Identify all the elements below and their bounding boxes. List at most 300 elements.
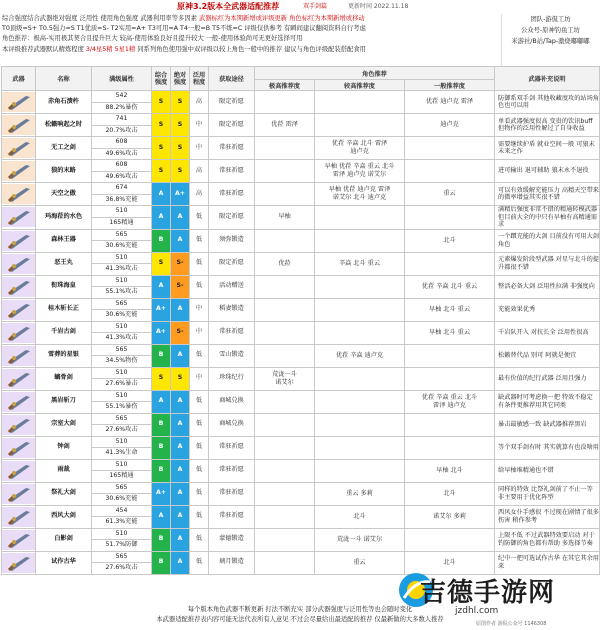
weapon-substat: 27.6%攻击 — [92, 563, 152, 575]
weapon-source: 常驻祈愿 — [209, 482, 255, 505]
roles-mid — [315, 206, 405, 230]
absolute-grade: A — [171, 551, 190, 574]
claymore-icon — [2, 138, 35, 158]
title-bar — [0, 0, 600, 13]
weapon-substat: 55.1%攻击 — [92, 287, 152, 299]
claymore-icon — [2, 415, 35, 435]
header-absolute: 绝对强度 — [171, 67, 190, 91]
table-row — [2, 183, 600, 195]
weapon-name: 桂木斩长正 — [36, 298, 92, 321]
weapon-atk: 608 — [92, 160, 152, 172]
claymore-icon — [2, 369, 35, 389]
weapon-icon-cell — [2, 344, 36, 367]
roles-high — [255, 413, 315, 436]
overall-grade: A+ — [152, 482, 171, 505]
table-row — [2, 413, 600, 425]
roles-normal: 早柚 北斗 重云 — [405, 298, 495, 321]
roles-normal: 优菈 迪卢克 雷泽 — [405, 91, 495, 114]
claymore-icon — [2, 323, 35, 343]
weapon-source: 珍珠纪行 — [209, 367, 255, 390]
roles-high — [255, 321, 315, 344]
weapon-icon-cell — [2, 91, 36, 114]
table-row — [2, 275, 600, 287]
roles-high — [255, 551, 315, 574]
header-roles: 角色推荐 — [255, 67, 495, 80]
roles-mid — [315, 91, 405, 114]
absolute-grade: S — [171, 114, 190, 137]
weapon-source: 限定祈愿 — [209, 206, 255, 230]
weapon-icon-cell — [2, 321, 36, 344]
roles-high — [255, 137, 315, 160]
weapon-note: 需要继续护盾 就业空间一般 可狼末未来之作 — [495, 137, 600, 160]
versatility-level: 低 — [190, 413, 209, 436]
weapon-atk: 565 — [92, 482, 152, 494]
weapon-source: 常驻祈愿 — [209, 459, 255, 482]
roles-high — [255, 390, 315, 413]
weapon-source: 雪山锻造 — [209, 344, 255, 367]
claymore-icon — [2, 438, 35, 458]
table-row — [2, 321, 600, 333]
overall-grade: S — [152, 114, 171, 137]
roles-normal: 北斗 — [405, 551, 495, 574]
claymore-icon — [2, 300, 35, 320]
roles-normal: 北斗 — [405, 229, 495, 252]
roles-high — [255, 275, 315, 298]
weapon-name: 雨裁 — [36, 459, 92, 482]
roles-mid — [315, 413, 405, 436]
header-high: 极高推荐度 — [255, 80, 315, 91]
weapon-note: 最有价值的纪行武器 泛用且强力 — [495, 367, 600, 390]
intro-line-3: 角色推荐：极高-实用极其契合且提升巨大 较高-使用体验良好且提升较大 一般-使用体验尚可无更好选择可用 — [2, 35, 303, 43]
weapon-source: 商城兑换 — [209, 413, 255, 436]
roles-normal — [405, 252, 495, 275]
versatility-level: 高 — [190, 160, 209, 183]
header-overall: 综合强度 — [152, 67, 171, 91]
watermark-url: jzdhl.com — [455, 606, 499, 616]
weapon-substat: 61.3%充能 — [92, 517, 152, 529]
absolute-grade: A — [171, 298, 190, 321]
roles-normal — [405, 160, 495, 183]
weapon-name: 恶王丸 — [36, 252, 92, 275]
weapon-substat: 55.1%暴伤 — [92, 402, 152, 414]
table-row — [2, 298, 600, 310]
weapon-substat: 27.6%暴击 — [92, 379, 152, 391]
roles-normal: 迪卢克 — [405, 114, 495, 137]
overall-grade: A — [152, 390, 171, 413]
weapon-substat: 165精通 — [92, 217, 152, 229]
weapon-icon-cell — [2, 505, 36, 528]
absolute-grade: A — [171, 229, 190, 252]
weapon-atk: 565 — [92, 229, 152, 241]
roles-normal: 早柚 北斗 重云 — [405, 321, 495, 344]
roles-high — [255, 229, 315, 252]
roles-mid — [315, 275, 405, 298]
versatility-level: 低 — [190, 482, 209, 505]
weapon-substat: 41.3%攻击 — [92, 264, 152, 276]
weapon-name: 赤角石溃杵 — [36, 91, 92, 114]
roles-mid: 早柚 优菈 辛焱 重云 北斗 雷泽 迪卢克 诺艾尔 — [315, 160, 405, 183]
overall-grade: A — [152, 183, 171, 206]
header-normal: 一般推荐度 — [405, 80, 495, 91]
weapon-name: 黑岩斩刀 — [36, 390, 92, 413]
header-stat: 满级属性 — [92, 67, 152, 91]
table-row — [2, 505, 600, 517]
roles-high — [255, 160, 315, 183]
weapon-atk: 510 — [92, 367, 152, 379]
intro-line-1: 综合强度结合武器绝对强度 泛用性 使用角色强度 武器利用率等多因素 武器标红为本期新增或评级更新 角色标红为本期新增或移动 — [2, 15, 365, 22]
footer-line-1: 每个版本角色武器不断更新 打法不断充实 部分武器强度与泛用性等也会随时变化 — [187, 606, 413, 613]
table-row — [2, 206, 600, 218]
claymore-icon — [2, 277, 35, 297]
weapon-source: 常驻祈愿 — [209, 160, 255, 183]
roles-mid — [315, 390, 405, 413]
weapon-source: 限定祈愿 — [209, 114, 255, 137]
weapon-atk: 510 — [92, 528, 152, 540]
weapon-atk: 454 — [92, 505, 152, 517]
versatility-level: 中 — [190, 114, 209, 137]
overall-grade: A+ — [152, 321, 171, 344]
weapon-name: 试作古华 — [36, 551, 92, 574]
weapon-source: 须弥锻造 — [209, 229, 255, 252]
weapon-substat: 41.3%攻击 — [92, 333, 152, 345]
weapon-source: 常驻祈愿 — [209, 137, 255, 160]
roles-high — [255, 344, 315, 367]
weapon-note: 单看武器强度很高 变贵的饮讯buff 但物作的泛用性解过了自身收益 — [495, 114, 600, 137]
absolute-grade: S — [171, 367, 190, 390]
weapon-icon-cell — [2, 413, 36, 436]
roles-normal — [405, 436, 495, 459]
weapon-source: 蒙德锻造 — [209, 528, 255, 551]
weapon-name: 森林王器 — [36, 229, 92, 252]
weapon-note: 进可输出 退可辅助 狼末永不退役 — [495, 160, 600, 183]
weapon-atk: 565 — [92, 344, 152, 356]
watermark-source: 原图作者 游侃公众号 1146308 — [476, 621, 547, 627]
claymore-icon — [2, 346, 35, 366]
versatility-level: 低 — [190, 275, 209, 298]
absolute-grade: S — [171, 160, 190, 183]
versatility-level: 中 — [190, 298, 209, 321]
weapon-substat: 165精通 — [92, 471, 152, 483]
weapon-atk: 510 — [92, 275, 152, 287]
absolute-grade: A — [171, 482, 190, 505]
weapon-icon-cell — [2, 436, 36, 459]
watermark-brand: 吉德手游网 — [420, 578, 556, 608]
roles-high — [255, 298, 315, 321]
versatility-level: 低 — [190, 206, 209, 230]
table-row — [2, 459, 600, 471]
weapon-atk: 510 — [92, 321, 152, 333]
weapon-name: 宗室大剑 — [36, 413, 92, 436]
roles-high: 优菈 — [255, 252, 315, 275]
weapon-atk: 510 — [92, 206, 152, 218]
weapon-substat: 27.6%攻击 — [92, 425, 152, 437]
weapon-atk: 510 — [92, 459, 152, 471]
overall-grade: A — [152, 275, 171, 298]
roles-normal: 重云 — [405, 183, 495, 206]
roles-high: 早柚 — [255, 206, 315, 230]
weapon-icon-cell — [2, 114, 36, 137]
weapon-source: 璃月锻造 — [209, 551, 255, 574]
roles-normal — [405, 367, 495, 390]
weapon-name: 螭骨剑 — [36, 367, 92, 390]
weapon-substat: 34.5%物伤 — [92, 356, 152, 368]
weapon-icon-cell — [2, 459, 36, 482]
weapon-icon-cell — [2, 160, 36, 183]
roles-high: 荒泷一斗 诺艾尔 — [255, 367, 315, 390]
roles-mid: 早柚 优菈 迪卢克 雷泽 诺艾尔 北斗 迪卢克 — [315, 183, 405, 206]
weapon-name: 狼的末路 — [36, 160, 92, 183]
roles-normal — [405, 344, 495, 367]
absolute-grade: S- — [171, 321, 190, 344]
versatility-level: 中 — [190, 137, 209, 160]
roles-mid: 重云 — [315, 551, 405, 574]
roles-mid — [315, 367, 405, 390]
weapon-name: 西风大剑 — [36, 505, 92, 528]
weapon-icon-cell — [2, 482, 36, 505]
roles-mid: 辛焱 北斗 重云 — [315, 252, 405, 275]
roles-normal: 早柚 北斗 — [405, 459, 495, 482]
absolute-grade: A — [171, 436, 190, 459]
overall-grade: B — [152, 413, 171, 436]
absolute-grade: S- — [171, 275, 190, 298]
claymore-icon — [2, 507, 35, 527]
header-source: 获取途径 — [209, 67, 255, 91]
weapon-icon-cell — [2, 298, 36, 321]
header-versatility: 泛用程度 — [190, 67, 209, 91]
roles-high — [255, 482, 315, 505]
versatility-level: 低 — [190, 390, 209, 413]
absolute-grade: S — [171, 137, 190, 160]
weapon-icon-cell — [2, 252, 36, 275]
absolute-grade: A — [171, 206, 190, 230]
table-row — [2, 114, 600, 126]
weapon-atk: 565 — [92, 298, 152, 310]
weapon-note: 纪中一把可选试作古华 在其它其余用来 — [495, 551, 600, 574]
weapon-name: 祭礼大剑 — [36, 482, 92, 505]
absolute-grade: S — [171, 91, 190, 114]
weapon-note: 西风女仆手感很 不过现在剧情了很多伤害 稍作参考 — [495, 505, 600, 528]
roles-mid: 荒泷一斗 诺艾尔 — [315, 528, 405, 551]
weapon-note: 上限不低 不过武器特效要启动 对于钓防御的角色都有帮助 多选择节奏 — [495, 528, 600, 551]
weapon-source: 商城兑换 — [209, 390, 255, 413]
weapon-name: 无工之剑 — [36, 137, 92, 160]
page-subtitle: 双手剑篇 — [303, 3, 328, 10]
header-weapon: 武器 — [2, 67, 36, 91]
weapon-note: 暴击最敏感一致 缺武器推荐黑岩 — [495, 413, 600, 436]
weapon-substat: 30.6%充能 — [92, 494, 152, 506]
roles-high: 优菈 雷泽 — [255, 114, 315, 137]
claymore-icon — [2, 231, 35, 251]
weapon-name: 衔珠海皇 — [36, 275, 92, 298]
table-row — [2, 390, 600, 402]
claymore-icon — [2, 484, 35, 504]
claymore-icon — [2, 392, 35, 412]
claymore-icon — [2, 207, 35, 227]
weapon-source: 限定祈愿 — [209, 91, 255, 114]
overall-grade: B — [152, 229, 171, 252]
roles-mid: 优菈 辛焱 北斗 雷泽 迪卢克 — [315, 137, 405, 160]
versatility-level: 低 — [190, 252, 209, 275]
weapon-atk: 565 — [92, 413, 152, 425]
page-title: 原神3.2版本全武器适配推荐 — [177, 2, 280, 11]
weapon-note: 元素爆发阶段型武器 对星与北斗的提升都很不错 — [495, 252, 600, 275]
update-time: 更新时间 2022.11.18 — [348, 3, 409, 10]
overall-grade: A — [152, 206, 171, 230]
table-row — [2, 252, 600, 264]
overall-grade: B — [152, 528, 171, 551]
weapon-name: 玛海菈的水色 — [36, 206, 92, 230]
versatility-level: 低 — [190, 528, 209, 551]
weapon-atk: 510 — [92, 252, 152, 264]
roles-mid — [315, 229, 405, 252]
versatility-level: 中 — [190, 321, 209, 344]
table-row — [2, 551, 600, 563]
table-row — [2, 367, 600, 379]
weapon-atk: 510 — [92, 390, 152, 402]
weapon-table — [1, 66, 600, 575]
versatility-level: 低 — [190, 436, 209, 459]
overall-grade: S — [152, 252, 171, 275]
weapon-icon-cell — [2, 137, 36, 160]
table-row — [2, 344, 600, 356]
weapon-substat: 51.7%防御 — [92, 540, 152, 552]
weapon-note: 整活必备大剑 泛用性拉满 非强度向 — [495, 275, 600, 298]
versatility-level: 低 — [190, 229, 209, 252]
header-mid: 较高推荐度 — [315, 80, 405, 91]
absolute-grade: A — [171, 413, 190, 436]
weapon-note: 充能效果优秀 — [495, 298, 600, 321]
weapon-note: 千岩队开入 对抗长全 泛用性很高 — [495, 321, 600, 344]
roles-normal: 诺艾尔 多莉 — [405, 505, 495, 528]
header-name: 名称 — [36, 67, 92, 91]
header-analysis: 武器补充说明 — [495, 67, 600, 91]
table-row — [2, 137, 600, 149]
roles-mid — [315, 459, 405, 482]
roles-normal — [405, 206, 495, 230]
weapon-note: 给早柚堆精通也不错 — [495, 459, 600, 482]
overall-grade: B — [152, 551, 171, 574]
overall-grade: B — [152, 344, 171, 367]
weapon-note: 缺武器时可考虑换一把 特效不稳定 有条件更推荐用其它同类 — [495, 390, 600, 413]
overall-grade: S — [152, 367, 171, 390]
roles-high — [255, 505, 315, 528]
weapon-substat: 30.6%充能 — [92, 310, 152, 322]
weapon-atk: 542 — [92, 91, 152, 103]
overall-grade: S — [152, 91, 171, 114]
weapon-note: 满精后强度非常不错的精通转模武器 但目前大全的中只有早柚有高精通需求 — [495, 206, 600, 230]
weapon-source: 稻妻锻造 — [209, 298, 255, 321]
roles-mid — [315, 114, 405, 137]
weapon-atk: 608 — [92, 137, 152, 149]
roles-mid — [315, 298, 405, 321]
claymore-icon — [2, 461, 35, 481]
weapon-icon-cell — [2, 183, 36, 206]
versatility-level: 高 — [190, 91, 209, 114]
intro-line-4: 本评级推荐武器默认精炼程度 3/4星5精 5星1精 同系列角色使用强中双评级以较上角色一般中的推荐 建议与角色评级配装搭配食用 — [2, 45, 366, 53]
overall-grade: B — [152, 436, 171, 459]
weapon-substat: 30.6%充能 — [92, 241, 152, 253]
roles-high — [255, 183, 315, 206]
table-row — [2, 482, 600, 494]
weapon-icon-cell — [2, 528, 36, 551]
weapon-atk: 510 — [92, 436, 152, 448]
roles-mid — [315, 321, 405, 344]
weapon-icon-cell — [2, 367, 36, 390]
weapon-name: 雪葬的星银 — [36, 344, 92, 367]
weapon-name: 千岩古剑 — [36, 321, 92, 344]
roles-mid: 北斗 — [315, 505, 405, 528]
overall-grade: S — [152, 137, 171, 160]
versatility-level: 高 — [190, 183, 209, 206]
claymore-icon — [2, 184, 35, 204]
roles-normal — [405, 528, 495, 551]
roles-high — [255, 459, 315, 482]
weapon-atk: 741 — [92, 114, 152, 126]
absolute-grade: A — [171, 459, 190, 482]
weapon-source: 常驻祈愿 — [209, 505, 255, 528]
roles-mid — [315, 436, 405, 459]
weapon-note: 一个蹭充能的大剑 目前没有可用大剑角色 — [495, 229, 600, 252]
weapon-note: 可以有效缓解充能压力 高精天空带来的微率增益其实很不错 — [495, 183, 600, 206]
claymore-icon — [2, 530, 35, 550]
overall-grade: A+ — [152, 298, 171, 321]
absolute-grade: A — [171, 528, 190, 551]
overall-grade: A — [152, 505, 171, 528]
weapon-icon-cell — [2, 229, 36, 252]
roles-normal — [405, 413, 495, 436]
weapon-substat: 41.3%生命 — [92, 448, 152, 460]
table-row — [2, 436, 600, 448]
overall-grade: B — [152, 459, 171, 482]
table-row — [2, 528, 600, 540]
weapon-substat: 88.2%暴伤 — [92, 102, 152, 114]
table-row — [2, 160, 600, 172]
versatility-level: 中 — [190, 367, 209, 390]
weapon-note: 松籁替代品 别可 阿就是便宜 — [495, 344, 600, 367]
weapon-source: 常驻祈愿 — [209, 183, 255, 206]
claymore-icon — [2, 254, 35, 274]
claymore-icon — [2, 161, 35, 181]
weapon-substat: 20.7%攻击 — [92, 125, 152, 137]
weapon-substat: 49.6%攻击 — [92, 148, 152, 160]
author-info: 团队-游侃工坊 公众号-原神钓鱼工坊 米游社/B站/Tap-激烧嘟嘟嘟 — [501, 14, 599, 66]
claymore-icon — [2, 92, 35, 112]
roles-normal: 优菈 辛焱 重云 北斗 雷泽 迪卢克 — [405, 390, 495, 413]
roles-high — [255, 436, 315, 459]
intro-line-2: T0顶级=S+ T0.5强力=S T1优质=S- T2实用=A+ T3可用=A T4一般=B T5不练=C 评级仅供参考 有瞬间建议翻阅资料自行考虑 — [2, 25, 366, 33]
weapon-note: 防御系双手剑 其他收藏度攻的站场角色也可以用 — [495, 91, 600, 114]
versatility-level: 低 — [190, 459, 209, 482]
weapon-atk: 674 — [92, 183, 152, 195]
roles-high — [255, 528, 315, 551]
roles-normal: 优菈 辛焱 北斗 重云 — [405, 275, 495, 298]
versatility-level: 低 — [190, 505, 209, 528]
absolute-grade: A — [171, 344, 190, 367]
versatility-level: 低 — [190, 551, 209, 574]
overall-grade: S — [152, 160, 171, 183]
weapon-source: 活动赠送 — [209, 275, 255, 298]
claymore-icon — [2, 553, 35, 573]
roles-high — [255, 91, 315, 114]
roles-normal: 北斗 — [405, 482, 495, 505]
roles-mid: 优菈 辛焱 迪卢克 — [315, 344, 405, 367]
roles-normal — [405, 137, 495, 160]
weapon-icon-cell — [2, 206, 36, 230]
table-body — [2, 91, 600, 575]
weapon-source: 限定祈愿 — [209, 252, 255, 275]
weapon-source: 常驻祈愿 — [209, 436, 255, 459]
weapon-note: 等个双手剑有时 其实就算有也没啥用 — [495, 436, 600, 459]
